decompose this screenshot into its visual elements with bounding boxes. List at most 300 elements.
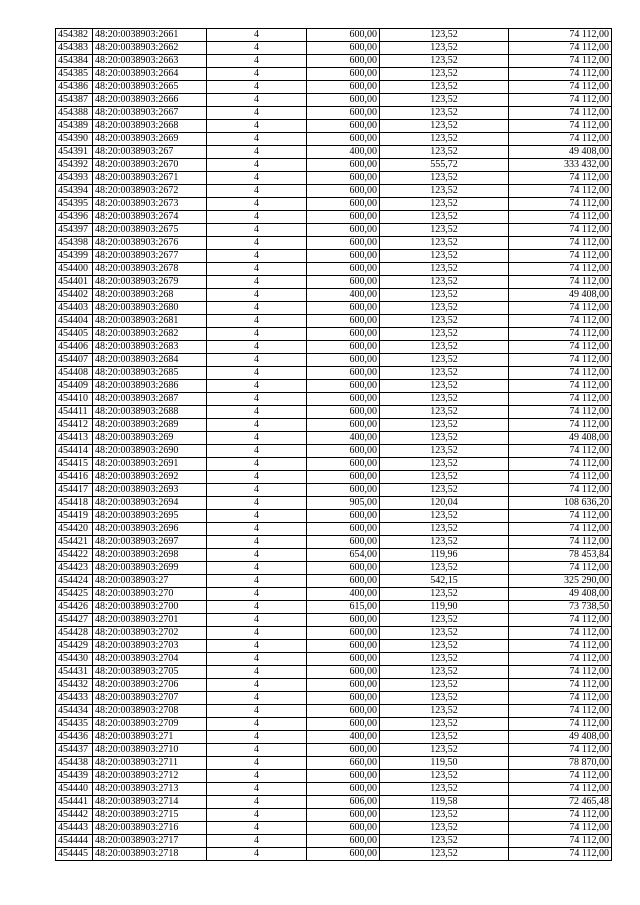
table-row (56, 848, 612, 861)
area-cell: 400,00 (307, 432, 380, 445)
cadastral-number-cell: 48:20:0038903:2668 (93, 120, 207, 133)
area-cell: 600,00 (307, 809, 380, 822)
specific-value-cell: 123,52 (380, 107, 509, 120)
specific-value-cell: 123,52 (380, 380, 509, 393)
row-number-cell: 454420 (56, 523, 93, 536)
cadastral-value-cell: 74 112,00 (509, 692, 612, 705)
specific-value-cell: 119,90 (380, 601, 509, 614)
area-cell: 600,00 (307, 42, 380, 55)
specific-value-cell: 123,52 (380, 718, 509, 731)
table-row (56, 94, 612, 107)
cadastral-value-cell: 74 112,00 (509, 302, 612, 315)
specific-value-cell: 123,52 (380, 588, 509, 601)
cadastral-value-cell: 74 112,00 (509, 705, 612, 718)
cadastral-number-cell: 48:20:0038903:270 (93, 588, 207, 601)
cadastral-value-cell: 74 112,00 (509, 107, 612, 120)
category-cell: 4 (207, 328, 307, 341)
specific-value-cell: 123,52 (380, 354, 509, 367)
specific-value-cell: 123,52 (380, 458, 509, 471)
category-cell: 4 (207, 445, 307, 458)
specific-value-cell: 123,52 (380, 198, 509, 211)
specific-value-cell: 119,50 (380, 757, 509, 770)
specific-value-cell: 542,15 (380, 575, 509, 588)
row-number-cell: 454386 (56, 81, 93, 94)
table-body (56, 29, 612, 861)
specific-value-cell: 123,52 (380, 484, 509, 497)
cadastral-value-cell: 74 112,00 (509, 328, 612, 341)
row-number-cell: 454409 (56, 380, 93, 393)
category-cell: 4 (207, 744, 307, 757)
cadastral-number-cell: 48:20:0038903:267 (93, 146, 207, 159)
category-cell: 4 (207, 562, 307, 575)
cadastral-value-cell: 78 453,84 (509, 549, 612, 562)
cadastral-number-cell: 48:20:0038903:2684 (93, 354, 207, 367)
specific-value-cell: 123,52 (380, 367, 509, 380)
table-row (56, 367, 612, 380)
cadastral-number-cell: 48:20:0038903:2669 (93, 133, 207, 146)
table-row (56, 822, 612, 835)
area-cell: 400,00 (307, 588, 380, 601)
area-cell: 600,00 (307, 848, 380, 861)
cadastral-number-cell: 48:20:0038903:2687 (93, 393, 207, 406)
specific-value-cell: 123,52 (380, 627, 509, 640)
row-number-cell: 454443 (56, 822, 93, 835)
table-row (56, 393, 612, 406)
row-number-cell: 454431 (56, 666, 93, 679)
row-number-cell: 454407 (56, 354, 93, 367)
area-cell: 600,00 (307, 666, 380, 679)
area-cell: 600,00 (307, 172, 380, 185)
specific-value-cell: 123,52 (380, 81, 509, 94)
cadastral-number-cell: 48:20:0038903:2702 (93, 627, 207, 640)
cadastral-number-cell: 48:20:0038903:2703 (93, 640, 207, 653)
specific-value-cell: 123,52 (380, 809, 509, 822)
row-number-cell: 454418 (56, 497, 93, 510)
area-cell: 606,00 (307, 796, 380, 809)
row-number-cell: 454405 (56, 328, 93, 341)
area-cell: 600,00 (307, 783, 380, 796)
table-row (56, 809, 612, 822)
area-cell: 600,00 (307, 81, 380, 94)
area-cell: 600,00 (307, 198, 380, 211)
table-row (56, 783, 612, 796)
cadastral-value-cell: 74 112,00 (509, 367, 612, 380)
cadastral-value-cell: 74 112,00 (509, 263, 612, 276)
table-row (56, 770, 612, 783)
category-cell: 4 (207, 302, 307, 315)
row-number-cell: 454397 (56, 224, 93, 237)
cadastral-number-cell: 48:20:0038903:2715 (93, 809, 207, 822)
table-row (56, 172, 612, 185)
row-number-cell: 454434 (56, 705, 93, 718)
cadastral-value-cell: 74 112,00 (509, 536, 612, 549)
table-row (56, 679, 612, 692)
category-cell: 4 (207, 380, 307, 393)
category-cell: 4 (207, 536, 307, 549)
cadastral-number-cell: 48:20:0038903:2672 (93, 185, 207, 198)
category-cell: 4 (207, 276, 307, 289)
row-number-cell: 454438 (56, 757, 93, 770)
cadastral-number-cell: 48:20:0038903:2680 (93, 302, 207, 315)
specific-value-cell: 123,52 (380, 536, 509, 549)
specific-value-cell: 123,52 (380, 731, 509, 744)
category-cell: 4 (207, 640, 307, 653)
category-cell: 4 (207, 692, 307, 705)
specific-value-cell: 123,52 (380, 341, 509, 354)
cadastral-value-cell: 74 112,00 (509, 562, 612, 575)
table-row (56, 484, 612, 497)
cadastral-number-cell: 48:20:0038903:2663 (93, 55, 207, 68)
cadastral-value-cell: 74 112,00 (509, 614, 612, 627)
category-cell: 4 (207, 510, 307, 523)
cadastral-value-cell: 74 112,00 (509, 276, 612, 289)
area-cell: 600,00 (307, 133, 380, 146)
cadastral-number-cell: 48:20:0038903:2697 (93, 536, 207, 549)
area-cell: 600,00 (307, 302, 380, 315)
area-cell: 600,00 (307, 640, 380, 653)
row-number-cell: 454388 (56, 107, 93, 120)
table-row (56, 614, 612, 627)
row-number-cell: 454389 (56, 120, 93, 133)
area-cell: 600,00 (307, 406, 380, 419)
cadastral-value-cell: 74 112,00 (509, 81, 612, 94)
area-cell: 400,00 (307, 731, 380, 744)
table-row (56, 601, 612, 614)
table-row (56, 263, 612, 276)
category-cell: 4 (207, 68, 307, 81)
specific-value-cell: 123,52 (380, 94, 509, 107)
specific-value-cell: 123,52 (380, 302, 509, 315)
specific-value-cell: 123,52 (380, 55, 509, 68)
row-number-cell: 454403 (56, 302, 93, 315)
cadastral-number-cell: 48:20:0038903:2674 (93, 211, 207, 224)
cadastral-number-cell: 48:20:0038903:2667 (93, 107, 207, 120)
document-page (55, 28, 612, 861)
table-row (56, 276, 612, 289)
table-row (56, 536, 612, 549)
cadastral-number-cell: 48:20:0038903:2677 (93, 250, 207, 263)
specific-value-cell: 123,52 (380, 705, 509, 718)
row-number-cell: 454428 (56, 627, 93, 640)
table-row (56, 250, 612, 263)
cadastral-number-cell: 48:20:0038903:2699 (93, 562, 207, 575)
row-number-cell: 454433 (56, 692, 93, 705)
cadastral-value-cell: 74 112,00 (509, 445, 612, 458)
cadastral-number-cell: 48:20:0038903:2683 (93, 341, 207, 354)
row-number-cell: 454424 (56, 575, 93, 588)
cadastral-number-cell: 48:20:0038903:2693 (93, 484, 207, 497)
cadastral-number-cell: 48:20:0038903:2681 (93, 315, 207, 328)
table-row (56, 835, 612, 848)
specific-value-cell: 123,52 (380, 562, 509, 575)
table-row (56, 445, 612, 458)
cadastral-number-cell: 48:20:0038903:2696 (93, 523, 207, 536)
row-number-cell: 454422 (56, 549, 93, 562)
category-cell: 4 (207, 718, 307, 731)
cadastral-value-cell: 74 112,00 (509, 198, 612, 211)
area-cell: 600,00 (307, 211, 380, 224)
area-cell: 400,00 (307, 289, 380, 302)
cadastral-value-cell: 74 112,00 (509, 627, 612, 640)
area-cell: 600,00 (307, 341, 380, 354)
cadastral-value-cell: 74 112,00 (509, 510, 612, 523)
cadastral-number-cell: 48:20:0038903:2671 (93, 172, 207, 185)
cadastral-number-cell: 48:20:0038903:2682 (93, 328, 207, 341)
category-cell: 4 (207, 601, 307, 614)
area-cell: 600,00 (307, 107, 380, 120)
row-number-cell: 454427 (56, 614, 93, 627)
cadastral-value-cell: 74 112,00 (509, 406, 612, 419)
table-row (56, 107, 612, 120)
table-row (56, 497, 612, 510)
table-row (56, 380, 612, 393)
cadastral-number-cell: 48:20:0038903:2673 (93, 198, 207, 211)
category-cell: 4 (207, 120, 307, 133)
area-cell: 600,00 (307, 744, 380, 757)
area-cell: 600,00 (307, 692, 380, 705)
specific-value-cell: 123,52 (380, 471, 509, 484)
cadastral-value-cell: 74 112,00 (509, 42, 612, 55)
row-number-cell: 454415 (56, 458, 93, 471)
specific-value-cell: 120,04 (380, 497, 509, 510)
area-cell: 600,00 (307, 705, 380, 718)
cadastral-value-cell: 74 112,00 (509, 354, 612, 367)
cadastral-number-cell: 48:20:0038903:271 (93, 731, 207, 744)
category-cell: 4 (207, 432, 307, 445)
cadastral-number-cell: 48:20:0038903:269 (93, 432, 207, 445)
cadastral-value-cell: 74 112,00 (509, 718, 612, 731)
specific-value-cell: 123,52 (380, 328, 509, 341)
category-cell: 4 (207, 679, 307, 692)
area-cell: 600,00 (307, 419, 380, 432)
specific-value-cell: 123,52 (380, 42, 509, 55)
specific-value-cell: 119,96 (380, 549, 509, 562)
cadastral-number-cell: 48:20:0038903:2678 (93, 263, 207, 276)
specific-value-cell: 123,52 (380, 523, 509, 536)
cadastral-value-cell: 74 112,00 (509, 783, 612, 796)
cadastral-value-cell: 74 112,00 (509, 848, 612, 861)
area-cell: 600,00 (307, 94, 380, 107)
row-number-cell: 454396 (56, 211, 93, 224)
table-row (56, 718, 612, 731)
cadastral-value-cell: 74 112,00 (509, 523, 612, 536)
cadastral-value-cell: 49 408,00 (509, 432, 612, 445)
specific-value-cell: 119,58 (380, 796, 509, 809)
cadastral-number-cell: 48:20:0038903:2698 (93, 549, 207, 562)
specific-value-cell: 123,52 (380, 133, 509, 146)
cadastral-number-cell: 48:20:0038903:2676 (93, 237, 207, 250)
table-row (56, 523, 612, 536)
cadastral-value-cell: 73 738,50 (509, 601, 612, 614)
table-row (56, 705, 612, 718)
row-number-cell: 454410 (56, 393, 93, 406)
specific-value-cell: 123,52 (380, 653, 509, 666)
specific-value-cell: 123,52 (380, 406, 509, 419)
category-cell: 4 (207, 367, 307, 380)
row-number-cell: 454412 (56, 419, 93, 432)
table-row (56, 588, 612, 601)
cadastral-value-cell: 49 408,00 (509, 289, 612, 302)
category-cell: 4 (207, 731, 307, 744)
row-number-cell: 454425 (56, 588, 93, 601)
area-cell: 600,00 (307, 445, 380, 458)
cadastral-number-cell: 48:20:0038903:2718 (93, 848, 207, 861)
specific-value-cell: 123,52 (380, 146, 509, 159)
row-number-cell: 454414 (56, 445, 93, 458)
row-number-cell: 454401 (56, 276, 93, 289)
area-cell: 600,00 (307, 68, 380, 81)
specific-value-cell: 123,52 (380, 848, 509, 861)
category-cell: 4 (207, 549, 307, 562)
area-cell: 600,00 (307, 315, 380, 328)
specific-value-cell: 123,52 (380, 393, 509, 406)
category-cell: 4 (207, 341, 307, 354)
row-number-cell: 454430 (56, 653, 93, 666)
table-row (56, 29, 612, 42)
cadastral-number-cell: 48:20:0038903:2662 (93, 42, 207, 55)
row-number-cell: 454445 (56, 848, 93, 861)
specific-value-cell: 123,52 (380, 211, 509, 224)
cadastral-number-cell: 48:20:0038903:2700 (93, 601, 207, 614)
cadastral-number-cell: 48:20:0038903:2661 (93, 29, 207, 42)
specific-value-cell: 123,52 (380, 783, 509, 796)
area-cell: 600,00 (307, 159, 380, 172)
area-cell: 660,00 (307, 757, 380, 770)
table-row (56, 133, 612, 146)
cadastral-number-cell: 48:20:0038903:2694 (93, 497, 207, 510)
cadastral-number-cell: 48:20:0038903:2695 (93, 510, 207, 523)
cadastral-number-cell: 48:20:0038903:2710 (93, 744, 207, 757)
area-cell: 400,00 (307, 146, 380, 159)
table-row (56, 185, 612, 198)
category-cell: 4 (207, 81, 307, 94)
cadastral-number-cell: 48:20:0038903:2712 (93, 770, 207, 783)
category-cell: 4 (207, 55, 307, 68)
table-row (56, 198, 612, 211)
category-cell: 4 (207, 822, 307, 835)
specific-value-cell: 123,52 (380, 432, 509, 445)
table-row (56, 211, 612, 224)
row-number-cell: 454395 (56, 198, 93, 211)
table-row (56, 744, 612, 757)
cadastral-value-cell: 74 112,00 (509, 172, 612, 185)
area-cell: 600,00 (307, 536, 380, 549)
table-row (56, 731, 612, 744)
cadastral-value-table (55, 28, 612, 861)
category-cell: 4 (207, 224, 307, 237)
category-cell: 4 (207, 263, 307, 276)
cadastral-value-cell: 74 112,00 (509, 55, 612, 68)
area-cell: 600,00 (307, 224, 380, 237)
cadastral-value-cell: 325 290,00 (509, 575, 612, 588)
cadastral-number-cell: 48:20:0038903:2691 (93, 458, 207, 471)
specific-value-cell: 123,52 (380, 510, 509, 523)
area-cell: 600,00 (307, 653, 380, 666)
row-number-cell: 454441 (56, 796, 93, 809)
category-cell: 4 (207, 471, 307, 484)
table-row (56, 653, 612, 666)
category-cell: 4 (207, 757, 307, 770)
specific-value-cell: 123,52 (380, 692, 509, 705)
row-number-cell: 454393 (56, 172, 93, 185)
area-cell: 600,00 (307, 29, 380, 42)
row-number-cell: 454383 (56, 42, 93, 55)
specific-value-cell: 123,52 (380, 172, 509, 185)
cadastral-number-cell: 48:20:0038903:2706 (93, 679, 207, 692)
table-row (56, 159, 612, 172)
cadastral-value-cell: 74 112,00 (509, 822, 612, 835)
cadastral-value-cell: 74 112,00 (509, 250, 612, 263)
cadastral-number-cell: 48:20:0038903:2701 (93, 614, 207, 627)
area-cell: 600,00 (307, 484, 380, 497)
area-cell: 600,00 (307, 458, 380, 471)
cadastral-value-cell: 74 112,00 (509, 744, 612, 757)
area-cell: 600,00 (307, 367, 380, 380)
category-cell: 4 (207, 627, 307, 640)
row-number-cell: 454392 (56, 159, 93, 172)
category-cell: 4 (207, 770, 307, 783)
category-cell: 4 (207, 172, 307, 185)
table-row (56, 289, 612, 302)
row-number-cell: 454437 (56, 744, 93, 757)
row-number-cell: 454387 (56, 94, 93, 107)
area-cell: 600,00 (307, 835, 380, 848)
cadastral-value-cell: 74 112,00 (509, 809, 612, 822)
category-cell: 4 (207, 588, 307, 601)
cadastral-number-cell: 48:20:0038903:2717 (93, 835, 207, 848)
cadastral-number-cell: 48:20:0038903:2709 (93, 718, 207, 731)
category-cell: 4 (207, 289, 307, 302)
row-number-cell: 454411 (56, 406, 93, 419)
table-row (56, 510, 612, 523)
specific-value-cell: 123,52 (380, 666, 509, 679)
cadastral-value-cell: 74 112,00 (509, 770, 612, 783)
category-cell: 4 (207, 523, 307, 536)
row-number-cell: 454442 (56, 809, 93, 822)
category-cell: 4 (207, 835, 307, 848)
category-cell: 4 (207, 497, 307, 510)
row-number-cell: 454423 (56, 562, 93, 575)
cadastral-number-cell: 48:20:0038903:2713 (93, 783, 207, 796)
cadastral-value-cell: 74 112,00 (509, 211, 612, 224)
row-number-cell: 454390 (56, 133, 93, 146)
category-cell: 4 (207, 198, 307, 211)
category-cell: 4 (207, 458, 307, 471)
specific-value-cell: 123,52 (380, 29, 509, 42)
specific-value-cell: 123,52 (380, 276, 509, 289)
category-cell: 4 (207, 666, 307, 679)
table-row (56, 562, 612, 575)
cadastral-number-cell: 48:20:0038903:2665 (93, 81, 207, 94)
specific-value-cell: 123,52 (380, 120, 509, 133)
cadastral-value-cell: 78 870,00 (509, 757, 612, 770)
row-number-cell: 454384 (56, 55, 93, 68)
cadastral-value-cell: 74 112,00 (509, 380, 612, 393)
specific-value-cell: 123,52 (380, 250, 509, 263)
cadastral-value-cell: 74 112,00 (509, 640, 612, 653)
cadastral-number-cell: 48:20:0038903:2707 (93, 692, 207, 705)
area-cell: 600,00 (307, 185, 380, 198)
category-cell: 4 (207, 393, 307, 406)
category-cell: 4 (207, 705, 307, 718)
area-cell: 600,00 (307, 237, 380, 250)
category-cell: 4 (207, 159, 307, 172)
cadastral-value-cell: 74 112,00 (509, 94, 612, 107)
area-cell: 600,00 (307, 627, 380, 640)
table-row (56, 757, 612, 770)
table-row (56, 302, 612, 315)
area-cell: 600,00 (307, 328, 380, 341)
